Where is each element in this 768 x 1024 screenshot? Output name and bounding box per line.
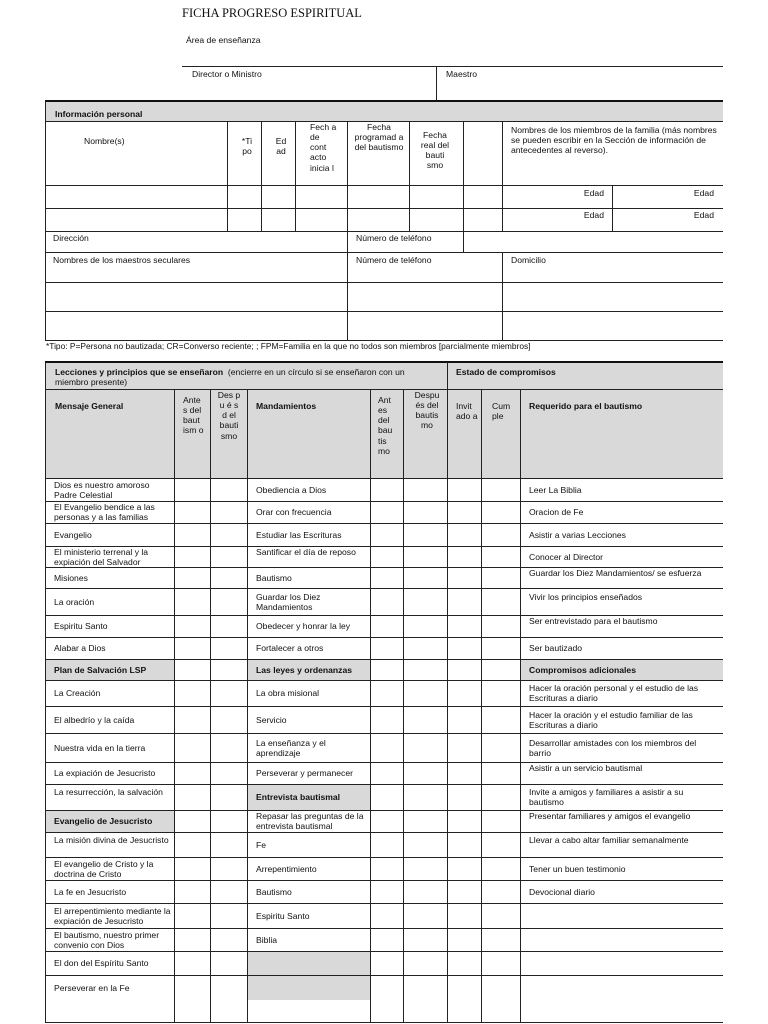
lesson-cell: El arrepentimiento mediante la expiación de Jesucristo [54, 905, 171, 926]
lesson-cell: La resurrección, la salvación [54, 787, 163, 797]
lesson-cell: La misión divina de Jesucristo [54, 834, 169, 845]
row-rule [45, 832, 723, 833]
lessons-section-title [55, 367, 440, 387]
row-rule [45, 680, 723, 681]
row-rule [45, 659, 723, 660]
lesson-cell: La enseñanza y el aprendizaje [256, 737, 326, 758]
domicilio-label: Domicilio [511, 255, 546, 265]
lesson-cell: Las leyes y ordenanzas [256, 664, 353, 675]
lesson-cell: El don del Espíritu Santo [54, 958, 149, 968]
col-tipo-header: *Ti po [241, 136, 253, 157]
lesson-cell: Estudiar las Escrituras [256, 529, 342, 540]
personal-section-header-bg [45, 102, 723, 121]
lesson-cell: Bautismo [256, 886, 292, 897]
lesson-cell: Fe [256, 839, 267, 850]
lesson-cell: Tener un buen testimonio [529, 863, 626, 874]
col-requerido-header: Requerido para el bautismo [529, 401, 643, 411]
lesson-cell: Perseverar en la Fe [54, 982, 130, 993]
lesson-cell: Espiritu Santo [256, 910, 310, 921]
lesson-cell: Ser bautizado [529, 643, 583, 653]
personal-col-line [295, 121, 296, 231]
page-title: FICHA PROGRESO ESPIRITUAL [182, 6, 362, 20]
lessons-col-line [447, 362, 448, 1023]
personal-row-rule [45, 231, 723, 232]
edad-label: Edad [583, 188, 604, 198]
personal-col-line [227, 121, 228, 231]
teacher-label: Maestro [446, 69, 478, 79]
col-mandamientos-header: Mandamientos [256, 401, 317, 411]
row-rule [45, 784, 723, 785]
row-rule [45, 588, 723, 589]
lesson-cell: El ministerio terrenal y la expiación del Salvador [54, 547, 149, 568]
lesson-cell: Espiritu Santo [54, 621, 108, 631]
section-row-bg [248, 952, 370, 975]
personal-col-line [409, 121, 410, 231]
lesson-cell: Evangelio de Jesucristo [54, 816, 153, 826]
lesson-cell: Orar con frecuencia [256, 507, 332, 517]
personal-row-rule [45, 252, 723, 253]
lesson-cell: Santificar el día de reposo [256, 547, 356, 557]
row-rule [45, 1022, 723, 1023]
lesson-cell: El Evangelio bendice a las personas y a las familias [54, 502, 155, 523]
header-column-divider [436, 66, 437, 101]
director-label: Director o Ministro [192, 69, 262, 79]
col-fecha-contacto-header: Fech a de cont acto inicia l [310, 122, 337, 173]
lesson-cell: Guardar los Diez Mandamientos [256, 591, 321, 612]
col-antes-header: Ante s del baut ism o [183, 395, 204, 436]
lesson-cell: Conocer al Director [529, 551, 604, 562]
row-rule [45, 903, 723, 904]
lesson-cell: La Creación [54, 688, 101, 698]
col-fecha-real-header: Fecha real del bauti smo [420, 130, 450, 171]
edad-label: Edad [693, 210, 714, 220]
lesson-cell: Arrepentimiento [256, 863, 317, 874]
row-rule [45, 706, 723, 707]
lesson-cell: Dios es nuestro amoroso Padre Celestial [54, 479, 150, 500]
lesson-cell: Hacer la oración y el estudio familiar de las Escrituras a diario [529, 709, 693, 730]
lesson-cell: Bautismo [256, 572, 292, 583]
tipo-footnote: *Tipo: P=Persona no bautizada; CR=Converso reciente; ; FPM=Familia en la que no todos son miembros [parcialmente miembros] [46, 341, 531, 351]
personal-col-line [261, 121, 262, 231]
lesson-cell: Entrevista bautismal [256, 792, 341, 802]
lesson-cell: Ser entrevistado para el bautismo [529, 616, 658, 626]
lesson-cell: Guardar los Diez Mandamientos/ se esfuerza [529, 568, 702, 578]
personal-col-line [463, 121, 464, 252]
lessons-top-rule [45, 361, 723, 363]
col-despues2-header: Despu és del bautis mo [414, 390, 440, 431]
header-divider [182, 66, 723, 67]
lesson-cell: Repasar las preguntas de la entrevista bautismal [256, 811, 364, 832]
col-names-header: Nombre(s) [84, 136, 125, 146]
personal-top-rule [45, 100, 723, 102]
lesson-cell: El albedrío y la caída [54, 714, 135, 725]
lesson-cell: Presentar familiares y amigos el evangelio [529, 811, 691, 821]
edad-label: Edad [693, 188, 714, 198]
lessons-header-rule [45, 389, 723, 390]
lesson-cell: Misiones [54, 572, 88, 583]
commitments-section-title: Estado de compromisos [456, 367, 556, 377]
col-edad-header: Ed ad [275, 136, 287, 157]
col-family-header: Nombres de los miembros de la familia (más nombres se pueden escribir en la Sección de información de antecedentes al reverso). [511, 125, 717, 156]
lesson-cell: Alabar a Dios [54, 643, 106, 653]
lesson-cell: La obra misional [256, 688, 320, 698]
lessons-title-note: (encierre en un círculo si se enseñaron con un miembro presente) [55, 367, 405, 388]
personal-section-title: Información personal [55, 109, 143, 119]
row-rule [45, 975, 723, 976]
section-row-bg [248, 976, 370, 1000]
lesson-cell: Obediencia a Dios [256, 484, 327, 495]
telefono-label: Número de teléfono [356, 233, 432, 243]
lesson-cell: Leer La Biblia [529, 484, 582, 495]
lesson-cell: Fortalecer a otros [256, 643, 324, 653]
lesson-cell: Biblia [256, 934, 278, 945]
area-label: Área de enseñanza [186, 35, 261, 45]
personal-row-rule [45, 185, 723, 186]
edad-label: Edad [583, 210, 604, 220]
maestros-seculares-label: Nombres de los maestros seculares [53, 255, 191, 265]
lessons-title-text: Lecciones y principios que se enseñaron [55, 367, 224, 377]
telefono-label-2: Número de teléfono [356, 255, 432, 265]
lesson-cell: Perseverar y permanecer [256, 768, 353, 778]
lesson-cell: Vivir los principios enseñados [529, 591, 643, 602]
col-antes2-header: Ant es del bau tis mo [378, 395, 393, 456]
lesson-cell: Obedecer y honrar la ley [256, 621, 351, 631]
personal-left-border [45, 101, 46, 341]
col-fecha-programada-header: Fecha programad a del bautismo [354, 122, 404, 153]
personal-row-rule [45, 208, 723, 209]
lesson-cell: La oración [54, 596, 95, 607]
lessons-col-line [45, 362, 46, 1023]
row-rule [45, 523, 723, 524]
lesson-cell: Oracion de Fe [529, 507, 584, 517]
lesson-cell: Desarrollar amistades con los miembros del barrio [529, 737, 697, 758]
personal-row-rule [45, 282, 723, 283]
personal-col-line [502, 121, 503, 231]
lesson-cell: El evangelio de Cristo y la doctrina de Cristo [54, 858, 154, 879]
col-mensaje-header: Mensaje General [55, 401, 124, 411]
lesson-cell: Plan de Salvación LSP [54, 664, 147, 675]
lesson-cell: La expiación de Jesucristo [54, 768, 156, 778]
row-rule [45, 880, 723, 881]
lesson-cell: La fe en Jesucristo [54, 886, 127, 897]
lesson-cell: Llevar a cabo altar familiar semanalmente [529, 834, 689, 845]
personal-col-line [502, 252, 503, 341]
lesson-cell: Evangelio [54, 529, 92, 540]
row-rule [45, 733, 723, 734]
col-cumple-header: Cum ple [492, 401, 511, 422]
row-rule [45, 637, 723, 638]
lesson-cell: Devocional diario [529, 886, 595, 897]
direccion-label: Dirección [53, 233, 89, 243]
lesson-cell: Asistir a un servicio bautismal [529, 763, 643, 773]
lesson-cell: Hacer la oración personal y el estudio de las Escrituras a diario [529, 683, 699, 704]
col-invitado-header: Invit ado a [456, 401, 478, 422]
lesson-cell: Nuestra vida en la tierra [54, 742, 146, 753]
lesson-cell: El bautismo, nuestro primer convenio con Dios [54, 929, 160, 950]
col-despues-header: Des p u é s d el bauti smo [217, 390, 241, 441]
personal-row-rule [45, 311, 723, 312]
row-rule [45, 951, 723, 952]
lesson-cell: Servicio [256, 714, 287, 725]
lesson-cell: Invite a amigos y familiares a asistir a su bautismo [529, 787, 684, 808]
lesson-cell: Compromisos adicionales [529, 664, 636, 675]
lesson-cell: Asistir a varias Lecciones [529, 529, 626, 540]
